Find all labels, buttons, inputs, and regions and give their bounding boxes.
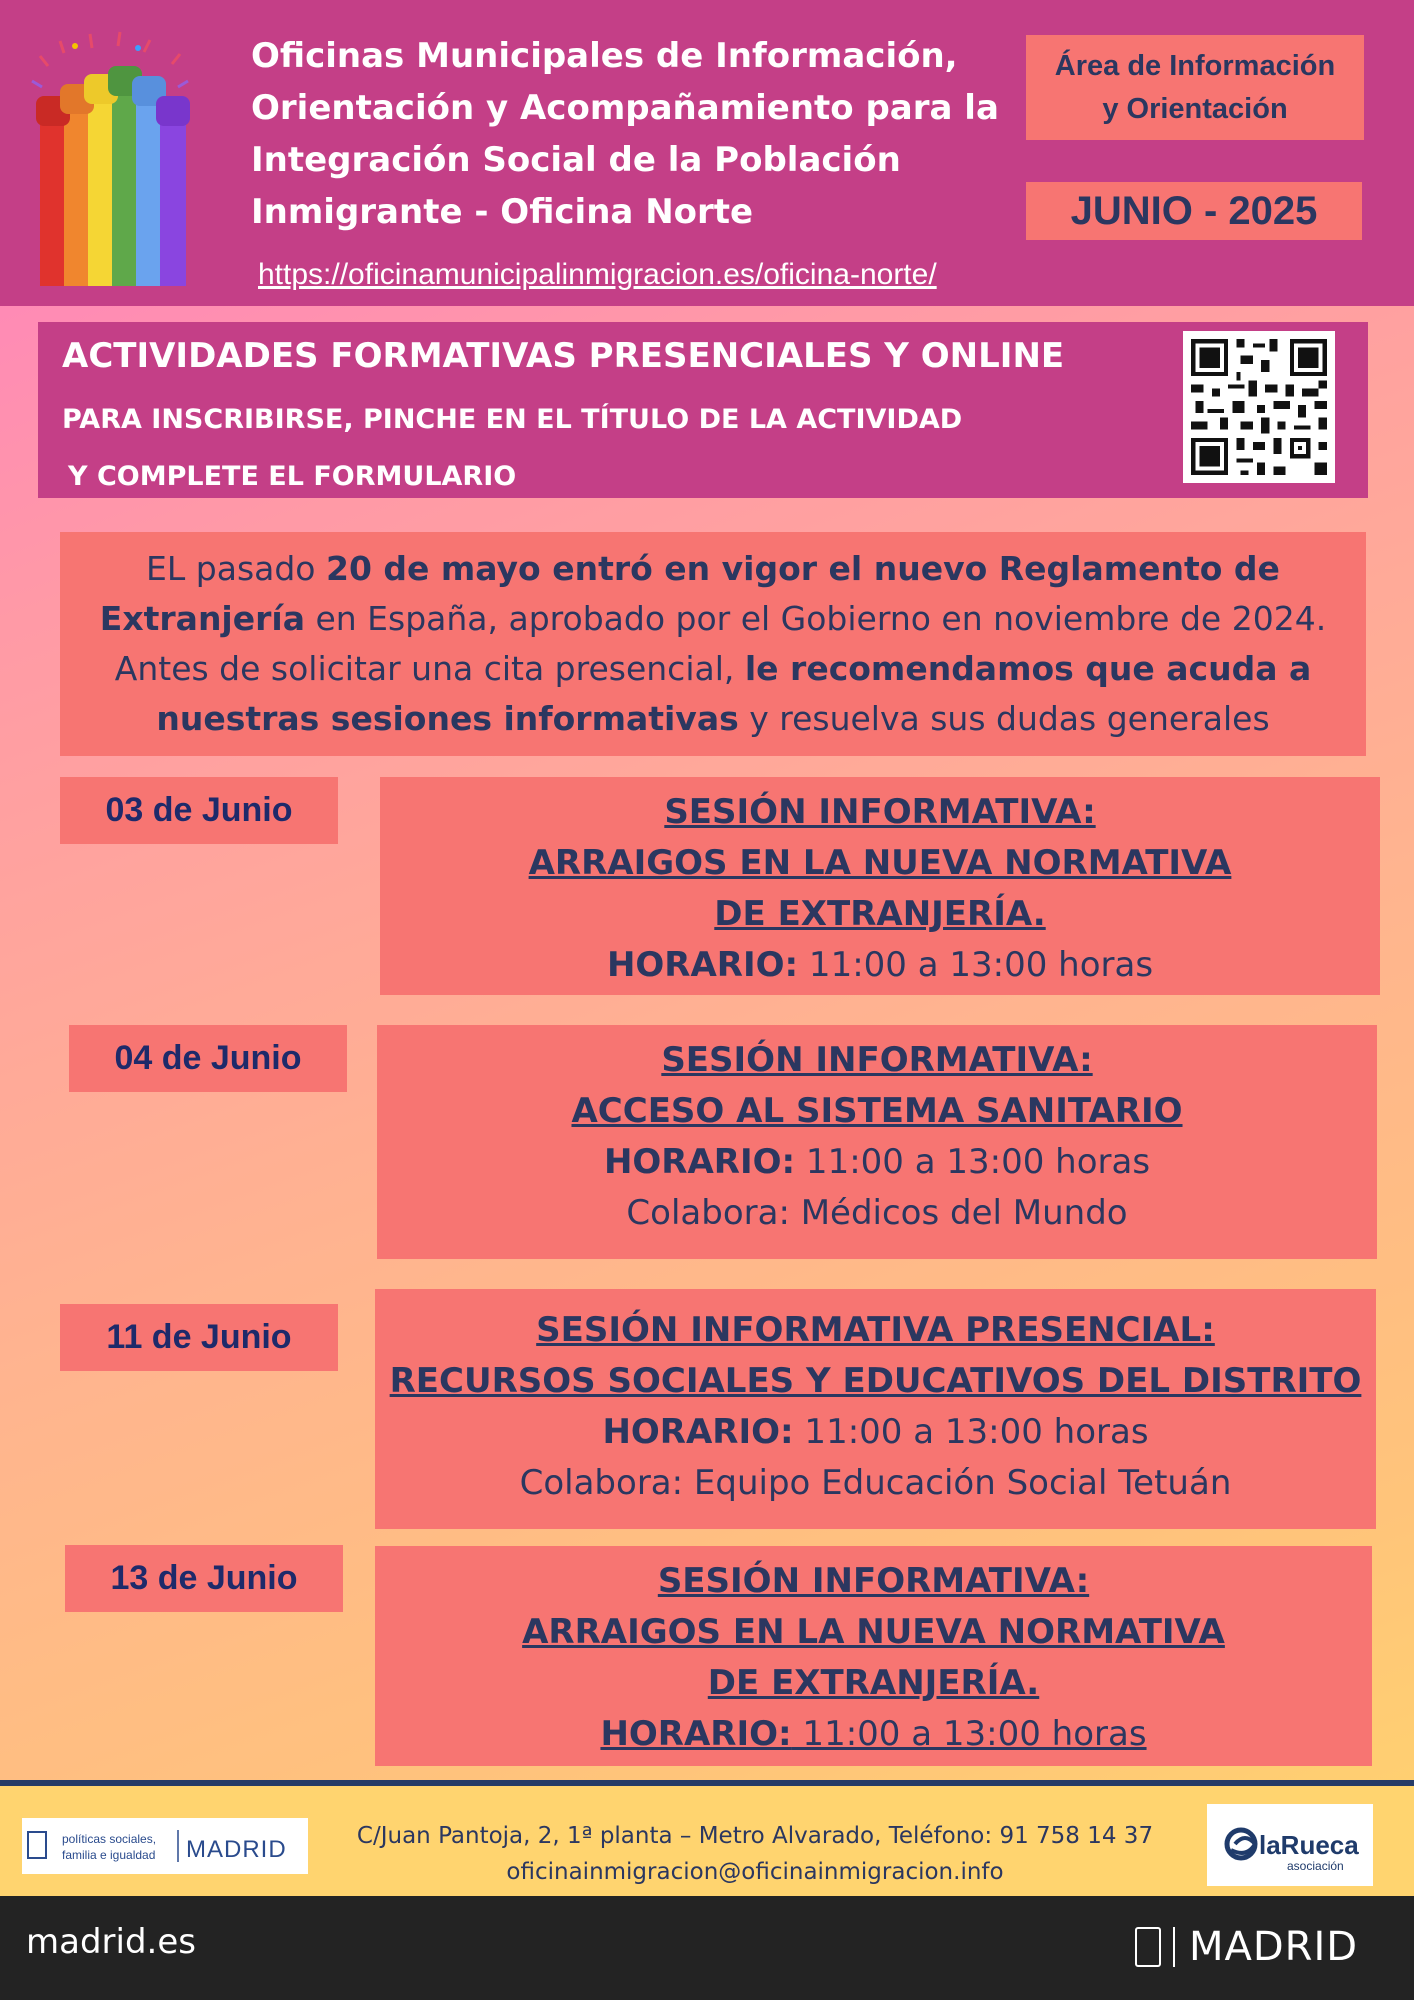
session-title-line: DE EXTRANJERÍA.: [714, 894, 1046, 934]
address-phone: C/Juan Pantoja, 2, 1ª planta – Metro Alvarado, Teléfono: 91 758 14 37: [356, 1823, 1154, 1849]
regulation-notice: [60, 532, 1366, 756]
notice-text: y resuelva sus dudas generales: [738, 699, 1270, 738]
session-title-line: SESIÓN INFORMATIVA PRESENCIAL:: [536, 1310, 1215, 1350]
session-schedule: [377, 1137, 1377, 1188]
session-card: [380, 777, 1380, 995]
notice-bold-text: 20 de mayo entró en vigor el nuevo Reglamento de Extranjería: [99, 549, 1280, 638]
session-schedule: [380, 940, 1380, 991]
banner-instruction: PARA INSCRIBIRSE, PINCHE EN EL TÍTULO DE LA ACTIVIDAD: [62, 404, 963, 435]
schedule-label: HORARIO:: [606, 945, 799, 985]
session-title-line: ACCESO AL SISTEMA SANITARIO: [571, 1091, 1183, 1131]
la-rueca-logo: [1207, 1804, 1373, 1886]
madrid-crest-icon: [1135, 1927, 1161, 1967]
session-date: 13 de Junio: [65, 1545, 343, 1612]
office-title-line: Inmigrante - Oficina Norte: [251, 192, 754, 232]
madrid-crest-icon: [28, 1832, 46, 1858]
schedule-time: 11:00 a 13:00 horas: [795, 1142, 1151, 1182]
session-card: [375, 1546, 1372, 1766]
madrid-city-logo: [1135, 1922, 1358, 1970]
month-badge: JUNIO - 2025: [1026, 182, 1362, 240]
dept-line: familia e igualdad: [62, 1848, 156, 1862]
office-title: [251, 30, 1011, 238]
notice-text: en España, aprobado por el Gobierno en noviembre de 2024. Antes de solicitar una cita presencial,: [114, 599, 1327, 688]
session-schedule: [375, 1709, 1372, 1760]
session-card: [375, 1289, 1376, 1529]
session-title-link[interactable]: [377, 1035, 1377, 1137]
rueca-name: laRueca: [1259, 1830, 1359, 1860]
dept-line: políticas sociales,: [62, 1832, 157, 1846]
madrid-wordmark: MADRID: [1189, 1924, 1359, 1970]
raised-fists-rainbow-logo: [20, 26, 200, 286]
contact-info: [320, 1818, 1190, 1890]
session-date: 03 de Junio: [60, 777, 338, 844]
rueca-subtitle: asociación: [1287, 1859, 1344, 1873]
session-title-link[interactable]: [375, 1305, 1376, 1407]
session-title-line: SESIÓN INFORMATIVA:: [657, 1561, 1090, 1601]
schedule-label: HORARIO:: [600, 1714, 792, 1754]
email-link[interactable]: oficinainmigracion@oficinainmigracion.info: [506, 1859, 1004, 1885]
session-title-line: SESIÓN INFORMATIVA:: [661, 1040, 1093, 1080]
office-title-line: Integración Social de la Población: [251, 140, 901, 180]
session-date: 11 de Junio: [60, 1304, 338, 1371]
office-website-link[interactable]: https://oficinamunicipalinmigracion.es/oficina-norte/: [258, 258, 937, 291]
session-collaborator: Colabora: Equipo Educación Social Tetuán: [519, 1463, 1232, 1503]
area-badge-line: y Orientación: [1102, 92, 1288, 125]
schedule-time: 11:00 a 13:00 horas: [793, 1412, 1149, 1452]
session-title-link[interactable]: [380, 787, 1380, 940]
schedule-time: 11:00 a 13:00 horas: [791, 1714, 1147, 1754]
banner-instruction: Y COMPLETE EL FORMULARIO: [68, 461, 517, 492]
notice-bold-text: le recomendamos que acuda a nuestras sesiones informativas: [156, 649, 1312, 738]
banner-heading: ACTIVIDADES FORMATIVAS PRESENCIALES Y ONLINE: [62, 336, 1065, 376]
office-title-line: Oficinas Municipales de Información,: [251, 36, 958, 76]
session-date: 04 de Junio: [69, 1025, 347, 1092]
session-title-line: SESIÓN INFORMATIVA:: [664, 792, 1096, 832]
area-badge-line: Área de Información: [1054, 49, 1336, 82]
madrid-department-logo: [22, 1818, 308, 1874]
area-badge: [1026, 35, 1364, 140]
session-title-line: DE EXTRANJERÍA.: [707, 1663, 1040, 1703]
office-title-line: Orientación y Acompañamiento para la: [251, 88, 999, 128]
session-collaborator: Colabora: Médicos del Mundo: [626, 1193, 1128, 1233]
schedule-label: HORARIO:: [602, 1412, 794, 1452]
notice-text: EL pasado: [146, 549, 326, 588]
qr-code[interactable]: [1183, 331, 1335, 483]
session-card: [377, 1025, 1377, 1259]
madrid-es-link[interactable]: madrid.es: [26, 1922, 196, 1962]
session-title-link[interactable]: [375, 1556, 1372, 1709]
session-title-line: RECURSOS SOCIALES Y EDUCATIVOS DEL DISTRITO: [389, 1361, 1362, 1401]
session-title-line: ARRAIGOS EN LA NUEVA NORMATIVA: [528, 843, 1232, 883]
schedule-time: 11:00 a 13:00 horas: [798, 945, 1154, 985]
session-schedule: [375, 1407, 1376, 1458]
schedule-label: HORARIO:: [603, 1142, 796, 1182]
madrid-word: MADRID: [186, 1836, 287, 1863]
session-title-line: ARRAIGOS EN LA NUEVA NORMATIVA: [522, 1612, 1225, 1652]
